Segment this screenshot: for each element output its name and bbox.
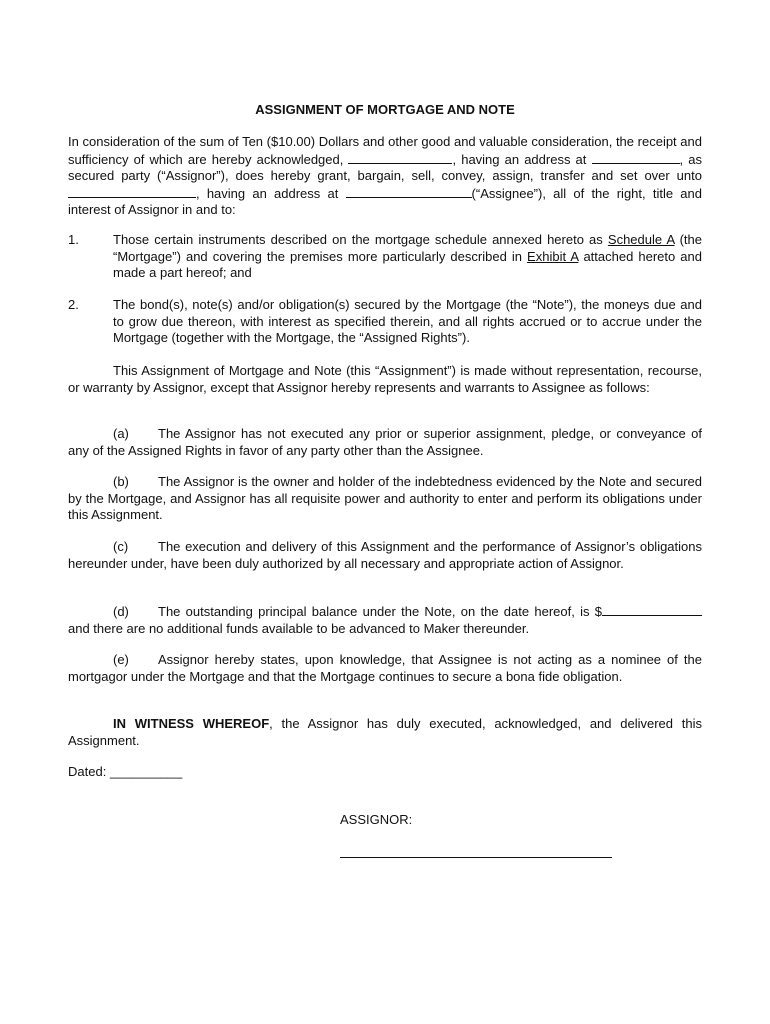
clause-e: (e) Assignor hereby states, upon knowledge, that Assignee is not acting as a nominee of the mortgagor under the Mortgage and that the Mortgage continues to secure a bona fide obligation. [68, 652, 702, 684]
assignor-name-blank [348, 151, 452, 164]
assignee-name-blank [68, 185, 196, 198]
clause-d: (d) The outstanding principal balance under the Note, on the date hereof, is $ and there are no additional funds available to be advanced to Maker thereunder. [68, 603, 702, 637]
dated-line: Dated: __________ [68, 764, 183, 779]
clause-c: (c) The execution and delivery of this Assignment and the performance of Assignor’s obligations hereunder under, have been duly authorized by all necessary and appropriate action of Assignor. [68, 539, 702, 571]
assignment-paragraph: This Assignment of Mortgage and Note (this “Assignment”) is made without representation, recourse, or warranty by Assignor, except that Assignor hereby represents and warrants to Assignee as follows: [68, 363, 702, 395]
list-item-2: 2. The bond(s), note(s) and/or obligation(s) secured by the Mortgage (the “Note”), the moneys due and to grow due thereon, with interest as specified therein, and all rights accrued or to accrue under the Mortgage (together with the Mortgage, the “Assigned Rights”). [68, 297, 702, 345]
clause-b: (b) The Assignor is the owner and holder of the indebtedness evidenced by the Note and secured by the Mortgage, and Assignor has all requisite power and authority to enter and perform its obligations under this Assignment. [68, 474, 702, 522]
assignee-address-blank [346, 185, 472, 198]
assignor-signature-line [340, 857, 612, 858]
intro-paragraph: In consideration of the sum of Ten ($10.00) Dollars and other good and valuable consideration, the receipt and sufficiency of which are hereby acknowledged, , having an address at , as secured party (“Assignor”), does hereby grant, bargain, sell, convey, assign, transfer and set over unto , having an address at (“Assignee”), all of the right, title and interest of Assignor in and to: [68, 134, 702, 217]
list-item-1: 1. Those certain instruments described on the mortgage schedule annexed hereto as Schedule A (the “Mortgage”) and covering the premises more particularly described in Exhibit A attached hereto and made a part hereof; and [68, 232, 702, 280]
principal-balance-blank [602, 603, 702, 616]
assignor-address-blank [592, 151, 680, 164]
schedule-a-reference: Schedule A [607, 232, 675, 247]
date-blank: __________ [109, 764, 183, 779]
clause-a: (a) The Assignor has not executed any prior or superior assignment, pledge, or conveyance of any of the Assigned Rights in favor of any party other than the Assignee. [68, 426, 702, 458]
assignor-signature-label: ASSIGNOR: [340, 812, 413, 827]
exhibit-a-reference: Exhibit A [527, 248, 579, 264]
witness-paragraph: IN WITNESS WHEREOF, the Assignor has duly executed, acknowledged, and delivered this Assignment. [68, 716, 702, 748]
document-title: ASSIGNMENT OF MORTGAGE AND NOTE [255, 102, 515, 117]
